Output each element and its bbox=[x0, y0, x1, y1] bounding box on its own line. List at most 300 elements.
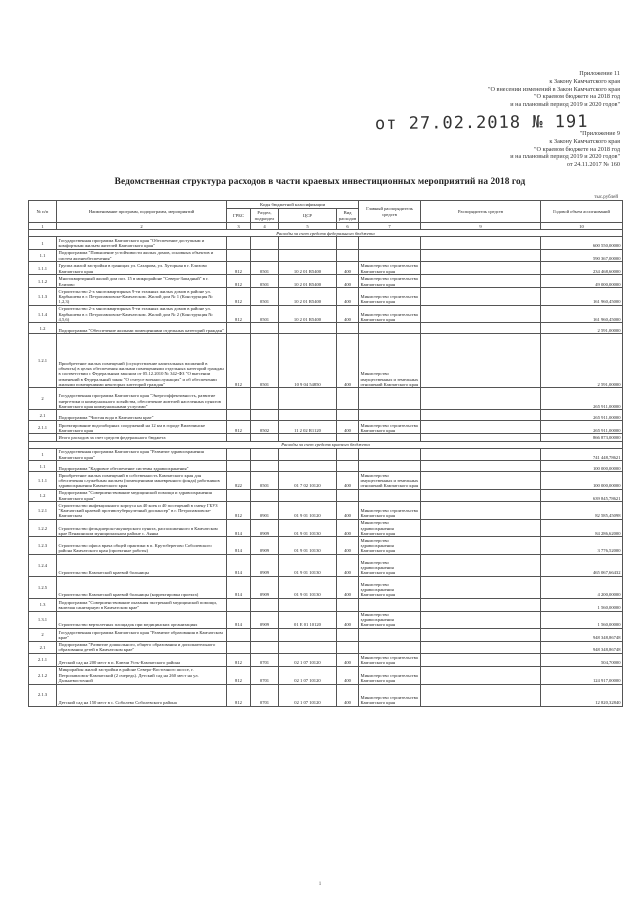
page-number: 1 bbox=[318, 882, 322, 887]
row-grbs bbox=[227, 489, 251, 501]
row-grbs bbox=[227, 388, 251, 410]
row-vr: 400 bbox=[337, 502, 359, 520]
row-manager: Министерство здравоохранения Камчатского края bbox=[359, 555, 421, 577]
row-csr: 10 2 01 R5400 bbox=[279, 262, 337, 275]
row-vr bbox=[337, 448, 359, 460]
table-row bbox=[29, 489, 623, 501]
table-row bbox=[29, 537, 623, 555]
col-num-header: № п/п bbox=[29, 201, 57, 223]
table-row bbox=[29, 388, 623, 410]
row-csr: 01 E 01 10120 bbox=[279, 611, 337, 629]
row-section bbox=[251, 641, 279, 653]
header-line: "О краевом бюджете на 2018 год bbox=[534, 93, 620, 101]
row-vr: 400 bbox=[337, 555, 359, 577]
row-manager: Министерство строительства Камчатского края bbox=[359, 262, 421, 275]
row-amount: 4 200,00000 bbox=[541, 577, 623, 599]
table-row bbox=[29, 288, 623, 306]
row-manager: Министерство имущественных и земельных отношений Камчатского края bbox=[359, 334, 421, 388]
row-section: 0909 bbox=[251, 555, 279, 577]
header-line: "Приложение 9 bbox=[579, 130, 620, 137]
row-vr: 400 bbox=[337, 262, 359, 275]
row-csr: 01 9 01 10130 bbox=[279, 519, 337, 537]
row-recipient bbox=[421, 684, 541, 706]
row-csr bbox=[279, 249, 337, 261]
row-vr: 400 bbox=[337, 275, 359, 288]
row-vr: 400 bbox=[337, 519, 359, 537]
row-manager: Министерство здравоохранения Камчатского края bbox=[359, 537, 421, 555]
row-section: 0909 bbox=[251, 519, 279, 537]
row-section: 0909 bbox=[251, 611, 279, 629]
row-recipient bbox=[421, 555, 541, 577]
row-vr: 400 bbox=[337, 421, 359, 434]
row-grbs: 814 bbox=[227, 555, 251, 577]
row-manager: Министерство здравоохранения Камчатского края bbox=[359, 519, 421, 537]
row-recipient bbox=[421, 288, 541, 306]
row-manager: Министерство строительства Камчатского края bbox=[359, 666, 421, 684]
registration-stamp: от 27.02.2018 № 191 bbox=[374, 111, 589, 135]
row-manager bbox=[359, 489, 421, 501]
table-row bbox=[29, 441, 623, 448]
row-num: 1.1 bbox=[29, 249, 57, 261]
row-section bbox=[251, 599, 279, 611]
row-name: Строительство фельдшерско-акушерского пункта, расположенного в Камчатском крае Пенжинском муниципальном районе с. Аянка bbox=[57, 519, 227, 537]
row-csr: 10 2 01 R5400 bbox=[279, 288, 337, 306]
row-vr: 400 bbox=[337, 577, 359, 599]
row-num: 2 bbox=[29, 388, 57, 410]
row-grbs: 812 bbox=[227, 334, 251, 388]
row-grbs: 812 bbox=[227, 305, 251, 323]
row-num: 1.2.4 bbox=[29, 555, 57, 577]
row-num: 2.1.1 bbox=[29, 421, 57, 434]
row-num: 1 bbox=[29, 237, 57, 249]
row-recipient bbox=[421, 275, 541, 288]
row-manager: Министерство здравоохранения Камчатского края bbox=[359, 611, 421, 629]
row-section: 0501 bbox=[251, 262, 279, 275]
col-number: 5 bbox=[279, 223, 337, 230]
row-manager: Министерство строительства Камчатского края bbox=[359, 421, 421, 434]
row-num: 2.1.2 bbox=[29, 666, 57, 684]
row-grbs: 822 bbox=[227, 472, 251, 490]
row-name: Государственная программа Камчатского края "Развитие образования в Камчатском крае" bbox=[57, 629, 227, 641]
row-vr: 400 bbox=[337, 653, 359, 666]
row-manager bbox=[359, 388, 421, 410]
row-name: Государственная программа Камчатского края "Обеспечение доступным и комфортным жильем жителей Камчатского края" bbox=[57, 237, 227, 249]
row-num: 1.1.3 bbox=[29, 288, 57, 306]
table-row bbox=[29, 230, 623, 237]
row-vr bbox=[337, 388, 359, 410]
row-num: 2.1.1 bbox=[29, 653, 57, 666]
row-num: 1.2.2 bbox=[29, 519, 57, 537]
row-amount: 161 960,45000 bbox=[541, 288, 623, 306]
empty-cell bbox=[421, 434, 541, 441]
row-grbs bbox=[227, 249, 251, 261]
row-amount: 49 000,00000 bbox=[541, 275, 623, 288]
row-section bbox=[251, 489, 279, 501]
table-row bbox=[29, 334, 623, 388]
row-csr: 01 9 01 10120 bbox=[279, 502, 337, 520]
row-section: 0501 bbox=[251, 288, 279, 306]
row-grbs: 812 bbox=[227, 502, 251, 520]
col-section-header: Раздел, подраздел bbox=[251, 209, 279, 223]
row-amount: 639 845,78621 bbox=[541, 489, 623, 501]
row-num: 1.3 bbox=[29, 599, 57, 611]
row-num: 1.2.1 bbox=[29, 334, 57, 388]
col-csr-header: ЦСР bbox=[279, 209, 337, 223]
table-row bbox=[29, 249, 623, 261]
table-row bbox=[29, 666, 623, 684]
table-row bbox=[29, 641, 623, 653]
section-caption: Расходы за счет средств краевого бюджета bbox=[29, 441, 623, 448]
row-num: 2 bbox=[29, 629, 57, 641]
row-manager bbox=[359, 461, 421, 472]
row-csr: 02 1 07 10120 bbox=[279, 653, 337, 666]
row-section: 0901 bbox=[251, 502, 279, 520]
header-line: Приложение 11 bbox=[579, 70, 620, 77]
row-vr bbox=[337, 323, 359, 334]
row-name: Подпрограмма "Развитие дошкольного, общего образования и дополнительного образования детей в Камчатском крае" bbox=[57, 641, 227, 653]
table-row bbox=[29, 237, 623, 249]
table-row bbox=[29, 555, 623, 577]
row-num: 1.2 bbox=[29, 489, 57, 501]
row-section: 0701 bbox=[251, 666, 279, 684]
row-amount: 161 960,45000 bbox=[541, 305, 623, 323]
row-name: Государственная программа Камчатского края "Развитие здравоохранения Камчатского края" bbox=[57, 448, 227, 460]
row-manager: Министерство имущественных и земельных отношений Камчатского края bbox=[359, 472, 421, 490]
row-csr: 02 1 07 10120 bbox=[279, 666, 337, 684]
row-section bbox=[251, 237, 279, 249]
row-name: Приобретение жилых помещений в собственность Камчатского края для обеспечения служебным жильем (помещениями маневренного фонда) работников здравоохранения Камчатского края bbox=[57, 472, 227, 490]
row-csr: 01 9 01 10130 bbox=[279, 537, 337, 555]
row-grbs: 812 bbox=[227, 262, 251, 275]
row-grbs bbox=[227, 410, 251, 421]
row-num: 1.1.1 bbox=[29, 472, 57, 490]
row-manager bbox=[359, 599, 421, 611]
col-number: 1 bbox=[29, 223, 57, 230]
units-label: тыс.рублей bbox=[594, 195, 618, 200]
row-vr bbox=[337, 641, 359, 653]
table-row bbox=[29, 577, 623, 599]
row-amount: 600 550,00000 bbox=[541, 237, 623, 249]
row-recipient bbox=[421, 537, 541, 555]
row-grbs: 812 bbox=[227, 288, 251, 306]
header-line: "О краевом бюджете на 2018 год bbox=[534, 145, 620, 153]
row-recipient bbox=[421, 629, 541, 641]
row-amount: 265 911,00000 bbox=[541, 410, 623, 421]
row-csr bbox=[279, 599, 337, 611]
row-name: Подпрограмма "Совершенствование оказания экстренной медицинской помощи, включая санитарную в Камчатском крае" bbox=[57, 599, 227, 611]
table-row bbox=[29, 305, 623, 323]
row-manager: Министерство строительства Камчатского края bbox=[359, 502, 421, 520]
header-line: и на плановый период 2019 и 2020 годов" bbox=[510, 101, 620, 109]
row-amount: 1 560,00000 bbox=[541, 611, 623, 629]
empty-cell bbox=[227, 434, 251, 441]
table-row bbox=[29, 421, 623, 434]
row-section: 0502 bbox=[251, 421, 279, 434]
row-grbs bbox=[227, 629, 251, 641]
row-manager bbox=[359, 249, 421, 261]
row-name: Подпрограмма "Совершенствование медицинской помощи и здравоохранения Камчатского края" bbox=[57, 489, 227, 501]
col-number: 6 bbox=[337, 223, 359, 230]
row-amount: 82 585,45098 bbox=[541, 502, 623, 520]
row-num: 1.2 bbox=[29, 323, 57, 334]
row-recipient bbox=[421, 388, 541, 410]
row-vr: 400 bbox=[337, 684, 359, 706]
row-section: 0501 bbox=[251, 334, 279, 388]
row-num: 1.2.5 bbox=[29, 577, 57, 599]
row-manager: Министерство строительства Камчатского края bbox=[359, 684, 421, 706]
row-name: Подпрограмма "Обеспечение жилыми помещениями отдельных категорий граждан" bbox=[57, 323, 227, 334]
row-num: 1.1.2 bbox=[29, 275, 57, 288]
header-line: к Закону Камчатского края bbox=[549, 77, 620, 85]
row-amount: 2 591,00000 bbox=[541, 334, 623, 388]
row-amount: 265 911,00000 bbox=[541, 421, 623, 434]
table-row bbox=[29, 434, 623, 441]
row-name: Подпрограмма "Повышение устойчивости жилых домов, основных объектов и систем жизнеобеспечения" bbox=[57, 249, 227, 261]
col-number: 3 bbox=[227, 223, 251, 230]
row-recipient bbox=[421, 461, 541, 472]
row-recipient bbox=[421, 653, 541, 666]
row-vr bbox=[337, 599, 359, 611]
row-name: Проектирование водозаборных сооружений на 12 км в городе Вилючинске Камчатского края bbox=[57, 421, 227, 434]
row-name: Детский сад на 200 мест в п. Ключи Усть-Камчатского района bbox=[57, 653, 227, 666]
row-vr: 400 bbox=[337, 288, 359, 306]
empty-cell bbox=[359, 434, 421, 441]
row-recipient bbox=[421, 323, 541, 334]
row-grbs: 814 bbox=[227, 537, 251, 555]
row-recipient bbox=[421, 611, 541, 629]
row-num: 2.1.3 bbox=[29, 684, 57, 706]
row-grbs: 814 bbox=[227, 577, 251, 599]
row-section bbox=[251, 461, 279, 472]
row-recipient bbox=[421, 410, 541, 421]
row-grbs bbox=[227, 641, 251, 653]
col-recipient-header: Распорядитель средств bbox=[421, 201, 541, 223]
col-manager-header: Главный распорядитель средств bbox=[359, 201, 421, 223]
row-name: Строительство инфекционного корпуса на 40 коек и 40 посещений в смену ГБУЗ "Камчатский краевой противотуберкулезный диспансер" в г. Петропавловске-Камчатском bbox=[57, 502, 227, 520]
col-vr-header: Вид расходов bbox=[337, 209, 359, 223]
document-title: Ведомственная структура расходов в части краевых инвестиционных мероприятий на 2018 год bbox=[114, 177, 526, 187]
table-row bbox=[29, 611, 623, 629]
col-number: 9 bbox=[421, 223, 541, 230]
table-row bbox=[29, 653, 623, 666]
row-grbs: 814 bbox=[227, 519, 251, 537]
header-line: и на плановый период 2019 и 2020 годов" bbox=[510, 153, 620, 161]
row-name: Группа жилой застройки в границах ул. Сахарова, ул. Хуторная в г. Елизово Камчатского края bbox=[57, 262, 227, 275]
row-csr bbox=[279, 461, 337, 472]
header-line: от 24.11.2017 № 160 bbox=[566, 161, 620, 169]
row-amount: 741 448,78621 bbox=[541, 448, 623, 460]
row-manager bbox=[359, 410, 421, 421]
row-num: 1.1 bbox=[29, 461, 57, 472]
budget-table bbox=[28, 200, 623, 707]
row-name: Микрорайон жилой застройки в районе Северо-Восточного шоссе, г. Петропавловск-Камчатский (2 очередь). Детский сад на 260 мест на ул. Дальневосточной bbox=[57, 666, 227, 684]
row-vr bbox=[337, 489, 359, 501]
row-amount: 265 911,00000 bbox=[541, 388, 623, 410]
row-name: Детский сад на 150 мест в с. Соболево Соболевского района bbox=[57, 684, 227, 706]
row-name: Строительство вертолетных площадок при медицинских организациях bbox=[57, 611, 227, 629]
table-row bbox=[29, 629, 623, 641]
row-amount: 465 067,66432 bbox=[541, 555, 623, 577]
row-section bbox=[251, 323, 279, 334]
header-bottom bbox=[260, 130, 620, 169]
row-name: Приобретение жилых помещений (осуществление капитальных вложений в объекты) в целях обеспечения жилыми помещениями отдельных категорий граждан в соответствии с Федеральным законом от 05.12.2010 № 342-ФЗ "О внесении изменений в Федеральный закон "О статусе военнослужащих" и об обеспечении жилыми помещениями некоторых категорий граждан" bbox=[57, 334, 227, 388]
row-csr: 10 2 01 R5400 bbox=[279, 275, 337, 288]
row-csr bbox=[279, 388, 337, 410]
row-csr: 11 2 02 R1120 bbox=[279, 421, 337, 434]
col-amount-header: Годовой объем ассигнований bbox=[541, 201, 623, 223]
row-recipient bbox=[421, 472, 541, 490]
row-num: 1.2.1 bbox=[29, 502, 57, 520]
table-row bbox=[29, 262, 623, 275]
row-recipient bbox=[421, 448, 541, 460]
row-amount: 3 776,52000 bbox=[541, 537, 623, 555]
row-name: Многоквартирный жилой дом поз. 15 в микрорайоне "Северо-Западный" в г. Елизово bbox=[57, 275, 227, 288]
row-section bbox=[251, 629, 279, 641]
row-vr bbox=[337, 410, 359, 421]
row-name: Строительство 2-х многоквартирных 9-ти этажных жилых домов в районе ул. Карбышева в г. Петропавловске-Камчатском. Жилой дом № 1 (Конструкция № 1,2,3) bbox=[57, 288, 227, 306]
row-num: 1.1.1 bbox=[29, 262, 57, 275]
row-section: 0501 bbox=[251, 305, 279, 323]
row-manager: Министерство здравоохранения Камчатского края bbox=[359, 577, 421, 599]
row-csr bbox=[279, 237, 337, 249]
row-amount: 2 591,00000 bbox=[541, 323, 623, 334]
row-csr bbox=[279, 629, 337, 641]
row-recipient bbox=[421, 249, 541, 261]
total-label: Итого расходов за счет средств федерального бюджета bbox=[57, 434, 227, 441]
col-number: 4 bbox=[251, 223, 279, 230]
row-amount: 100 000,00000 bbox=[541, 461, 623, 472]
row-manager bbox=[359, 448, 421, 460]
row-num: 1.2.3 bbox=[29, 537, 57, 555]
row-grbs: 812 bbox=[227, 275, 251, 288]
row-vr bbox=[337, 249, 359, 261]
row-manager: Министерство строительства Камчатского края bbox=[359, 275, 421, 288]
row-num: 1.1.4 bbox=[29, 305, 57, 323]
row-num: 2.1 bbox=[29, 641, 57, 653]
row-amount: 590 367,00000 bbox=[541, 249, 623, 261]
row-grbs: 812 bbox=[227, 684, 251, 706]
row-vr: 400 bbox=[337, 334, 359, 388]
row-section bbox=[251, 249, 279, 261]
row-manager: Министерство строительства Камчатского края bbox=[359, 653, 421, 666]
col-grbs-header: ГРБС bbox=[227, 209, 251, 223]
row-section: 0909 bbox=[251, 577, 279, 599]
row-section: 0701 bbox=[251, 684, 279, 706]
row-vr: 400 bbox=[337, 305, 359, 323]
row-section: 0701 bbox=[251, 653, 279, 666]
row-recipient bbox=[421, 666, 541, 684]
row-manager bbox=[359, 629, 421, 641]
row-csr: 01 9 01 10130 bbox=[279, 577, 337, 599]
section-caption: Расходы за счет средств федерального бюджета bbox=[29, 230, 623, 237]
table-row bbox=[29, 684, 623, 706]
row-csr bbox=[279, 323, 337, 334]
row-recipient bbox=[421, 577, 541, 599]
row-manager bbox=[359, 641, 421, 653]
header-line: к Закону Камчатского края bbox=[549, 137, 620, 145]
row-amount: 12 820,32840 bbox=[541, 684, 623, 706]
col-number: 10 bbox=[541, 223, 623, 230]
table-row bbox=[29, 323, 623, 334]
row-amount: 1 560,00000 bbox=[541, 599, 623, 611]
row-num-cell bbox=[29, 434, 57, 441]
row-amount: 866 873,00000 bbox=[541, 434, 623, 441]
row-recipient bbox=[421, 599, 541, 611]
table-row bbox=[29, 410, 623, 421]
row-csr bbox=[279, 489, 337, 501]
row-manager: Министерство строительства Камчатского края bbox=[359, 288, 421, 306]
col-number: 2 bbox=[57, 223, 227, 230]
table-row bbox=[29, 599, 623, 611]
row-grbs bbox=[227, 461, 251, 472]
row-name: Строительство Камчатской краевой больницы bbox=[57, 555, 227, 577]
row-section: 0501 bbox=[251, 472, 279, 490]
table-row bbox=[29, 519, 623, 537]
row-csr: 01 9 01 10130 bbox=[279, 555, 337, 577]
row-amount: 234 468,60000 bbox=[541, 262, 623, 275]
row-num: 1 bbox=[29, 448, 57, 460]
row-vr: 400 bbox=[337, 666, 359, 684]
row-vr: 400 bbox=[337, 611, 359, 629]
row-vr bbox=[337, 461, 359, 472]
empty-cell bbox=[279, 434, 337, 441]
row-manager: Министерство строительства Камчатского края bbox=[359, 305, 421, 323]
table-row bbox=[29, 502, 623, 520]
row-name: Подпрограмма "Чистая вода в Камчатском крае" bbox=[57, 410, 227, 421]
row-num: 2.1 bbox=[29, 410, 57, 421]
empty-cell bbox=[337, 434, 359, 441]
row-csr bbox=[279, 410, 337, 421]
row-csr: 10 2 01 R5400 bbox=[279, 305, 337, 323]
row-section: 0501 bbox=[251, 275, 279, 288]
row-section: 0909 bbox=[251, 537, 279, 555]
row-grbs: 812 bbox=[227, 666, 251, 684]
col-number: 7 bbox=[359, 223, 421, 230]
col-name-header: Наименование программ, подпрограмм, мероприятий bbox=[57, 201, 227, 223]
row-manager bbox=[359, 323, 421, 334]
row-amount: 948 348,86748 bbox=[541, 629, 623, 641]
row-name: Строительство офиса врача общей практики в п. Крутоберегово Соболевского района Камчатского края (проектные работы) bbox=[57, 537, 227, 555]
header-top bbox=[260, 70, 620, 109]
empty-cell bbox=[251, 434, 279, 441]
row-section bbox=[251, 448, 279, 460]
row-section bbox=[251, 410, 279, 421]
row-recipient bbox=[421, 237, 541, 249]
row-csr: 01 7 02 10120 bbox=[279, 472, 337, 490]
row-recipient bbox=[421, 641, 541, 653]
row-amount: 948 348,86748 bbox=[541, 641, 623, 653]
row-amount: 100 000,00000 bbox=[541, 472, 623, 490]
row-vr bbox=[337, 629, 359, 641]
row-name: Государственная программа Камчатского края "Энергоэффективность, развитие энергетики и коммунального хозяйства, обеспечение жителей населенных пунктов Камчатского края коммунальными услугами" bbox=[57, 388, 227, 410]
row-section bbox=[251, 388, 279, 410]
row-grbs bbox=[227, 448, 251, 460]
row-recipient bbox=[421, 519, 541, 537]
row-recipient bbox=[421, 502, 541, 520]
row-grbs bbox=[227, 323, 251, 334]
row-name: Подпрограмма "Кадровое обеспечение системы здравоохранения" bbox=[57, 461, 227, 472]
row-recipient bbox=[421, 421, 541, 434]
row-amount: 124 917,00000 bbox=[541, 666, 623, 684]
row-amount: 504,70000 bbox=[541, 653, 623, 666]
row-manager bbox=[359, 237, 421, 249]
row-csr: 02 1 07 10120 bbox=[279, 684, 337, 706]
row-vr: 400 bbox=[337, 537, 359, 555]
row-csr bbox=[279, 448, 337, 460]
row-amount: 84 286,62000 bbox=[541, 519, 623, 537]
table-row bbox=[29, 275, 623, 288]
row-name: Строительство Камчатской краевой больницы (корректировка проекта) bbox=[57, 577, 227, 599]
